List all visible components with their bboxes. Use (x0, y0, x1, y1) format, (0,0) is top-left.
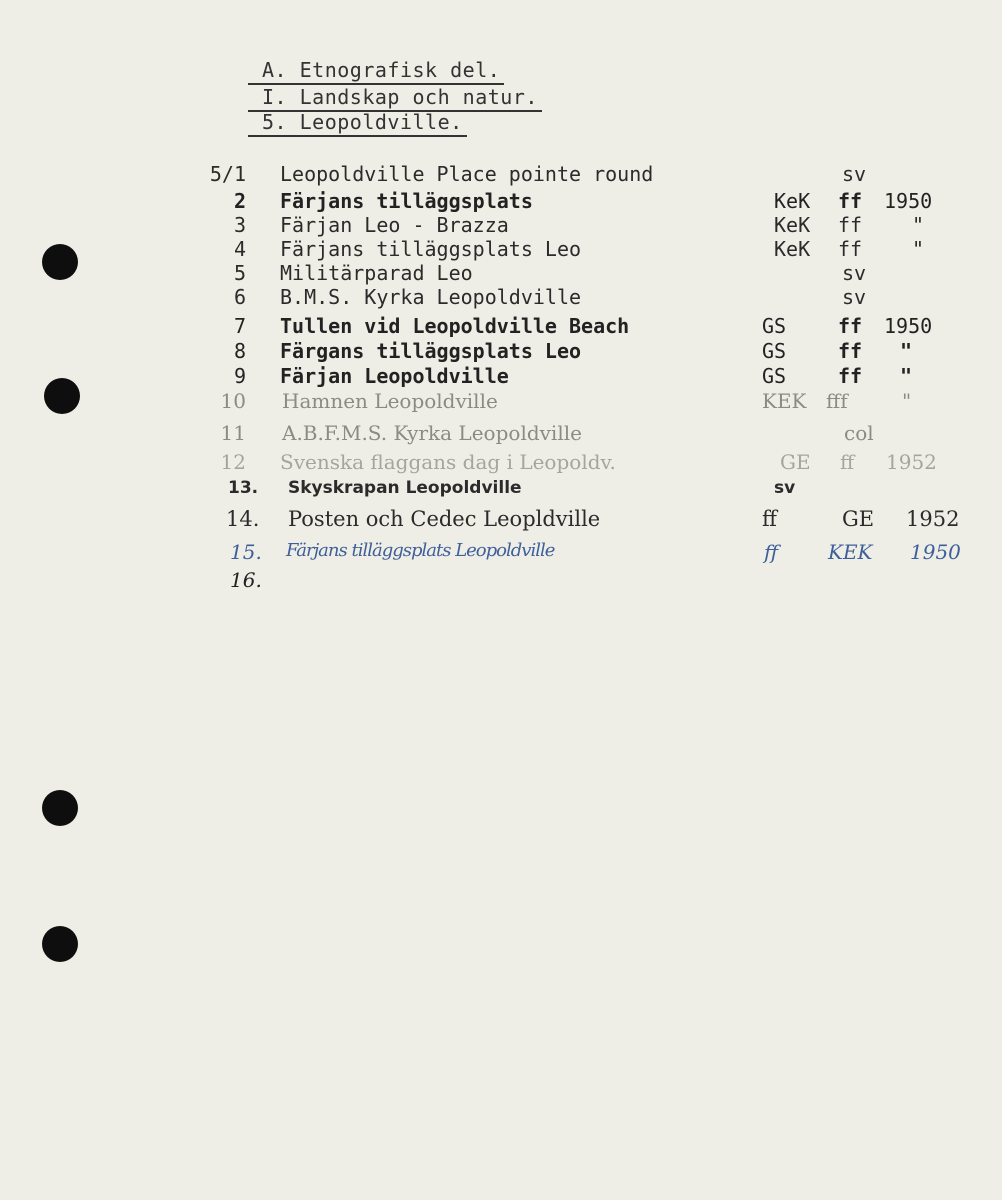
item-code: ff (764, 540, 779, 564)
item-format: ff (840, 450, 855, 474)
item-number: 8 (233, 339, 246, 363)
item-number: 4 (233, 237, 246, 261)
heading-subsection (248, 85, 542, 112)
item-year: " (912, 237, 925, 261)
item-format: ff (838, 339, 863, 363)
list-item (0, 261, 1002, 287)
list-item (0, 162, 1002, 188)
item-title: Färjans tilläggsplats (280, 189, 533, 213)
item-number: 6 (233, 285, 246, 309)
heading-line: I. Landskap och natur. (248, 85, 542, 112)
item-format: sv (842, 261, 867, 285)
list-item (0, 237, 1002, 263)
item-year: 1950 (884, 189, 933, 213)
item-format: ff (838, 189, 863, 213)
item-code: KeK (774, 189, 811, 213)
list-item (0, 450, 1002, 476)
item-year: 1950 (884, 314, 933, 338)
item-format: GE (842, 507, 875, 531)
item-number: 14. (226, 507, 260, 531)
item-code: GS (762, 364, 787, 388)
heading-line: 5. Leopoldville. (248, 110, 467, 137)
item-number: 7 (233, 314, 246, 338)
item-title: Färgans tilläggsplats Leo (280, 339, 582, 363)
item-format: sv (842, 285, 867, 309)
item-code: KEK (762, 389, 807, 413)
item-title: B.M.S. Kyrka Leopoldville (280, 285, 582, 309)
list-item (0, 389, 1002, 415)
item-format: KEK (828, 540, 873, 564)
item-format: ff (838, 237, 863, 261)
item-year: " (900, 364, 913, 388)
list-item (0, 568, 1002, 594)
item-number: 10 (220, 389, 246, 413)
item-number: 9 (233, 364, 246, 388)
item-format: ff (838, 314, 863, 338)
item-title: Leopoldville Place pointe round (280, 162, 654, 186)
list-item (0, 314, 1002, 340)
list-item (0, 213, 1002, 239)
punch-hole (42, 790, 78, 826)
item-title: Färjans tilläggsplats Leopoldville (286, 540, 555, 561)
item-number: 13. (228, 478, 259, 498)
item-title: Militärparad Leo (280, 261, 473, 285)
item-year: " (900, 339, 913, 363)
item-format: ff (838, 213, 863, 237)
item-title: Svenska flaggans dag i Leopoldv. (280, 450, 616, 474)
item-format: ff (838, 364, 863, 388)
item-number: 12 (220, 450, 246, 474)
item-title: Färjan Leo - Brazza (280, 213, 509, 237)
item-year: 1952 (886, 450, 937, 474)
item-title: Färjans tilläggsplats Leo (280, 237, 582, 261)
item-code: KeK (774, 237, 811, 261)
item-title: Hamnen Leopoldville (282, 389, 498, 413)
list-item (0, 339, 1002, 365)
item-format: sv (842, 162, 867, 186)
list-item (0, 507, 1002, 533)
item-number: 5/1 (209, 162, 246, 186)
item-code: GS (762, 339, 787, 363)
item-year: " (902, 389, 912, 413)
heading-line: A. Etnografisk del. (248, 58, 504, 85)
list-item (0, 421, 1002, 447)
item-number: 16. (230, 568, 262, 592)
item-number: 2 (233, 189, 246, 213)
item-code: GE (780, 450, 811, 474)
list-item (0, 364, 1002, 390)
list-item (0, 540, 1002, 566)
item-number: 5 (233, 261, 246, 285)
item-title: Posten och Cedec Leopldville (288, 507, 601, 531)
item-title: A.B.F.M.S. Kyrka Leopoldville (282, 421, 582, 445)
heading-place (248, 110, 467, 137)
item-code: ff (762, 507, 777, 531)
item-code: sv (774, 478, 796, 498)
item-year: 1952 (906, 507, 960, 531)
item-number: 11 (220, 421, 246, 445)
item-title: Skyskrapan Leopoldville (288, 478, 522, 498)
item-number: 15. (230, 540, 262, 564)
list-item (0, 478, 1002, 504)
item-format: fff (826, 389, 848, 413)
item-year: 1950 (910, 540, 961, 564)
item-title: Tullen vid Leopoldville Beach (280, 314, 630, 338)
item-title: Färjan Leopoldville (280, 364, 509, 388)
item-number: 3 (233, 213, 246, 237)
item-year: " (912, 213, 925, 237)
heading-section (248, 58, 504, 85)
item-code: KeK (774, 213, 811, 237)
list-item (0, 189, 1002, 215)
item-code: GS (762, 314, 787, 338)
item-format: col (844, 421, 874, 445)
punch-hole (42, 926, 78, 962)
list-item (0, 285, 1002, 311)
